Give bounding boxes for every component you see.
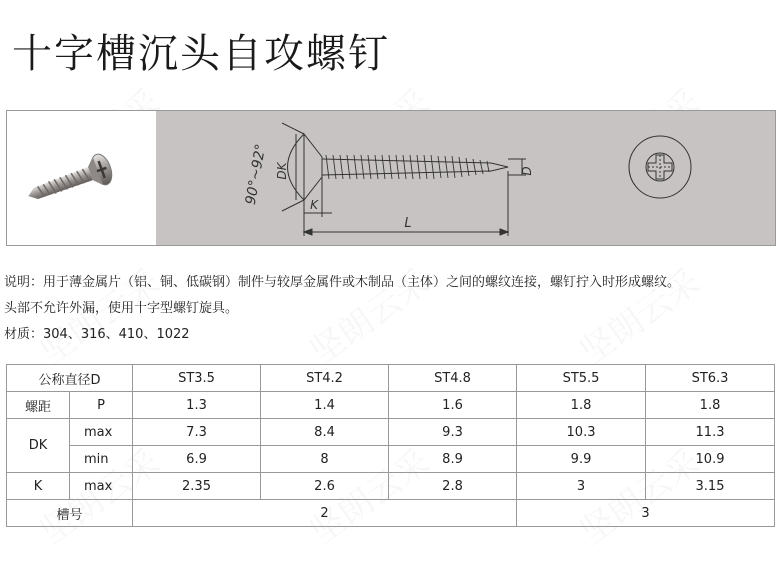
table-cell: 1.4 <box>261 392 389 419</box>
row-sub-label: min <box>70 446 133 473</box>
table-cell: 2.35 <box>133 473 261 500</box>
table-cell: 2.6 <box>261 473 389 500</box>
screw-photo-image <box>7 111 156 245</box>
table-cell: 8 <box>261 446 389 473</box>
k-label: K <box>310 198 318 212</box>
table-cell: 1.8 <box>646 392 775 419</box>
technical-drawing <box>156 111 775 245</box>
table-header-cell: ST4.8 <box>389 365 517 392</box>
d-label: D <box>520 166 534 176</box>
table-cell: 2.8 <box>389 473 517 500</box>
description <box>4 270 776 348</box>
table-row <box>7 446 775 473</box>
table-row <box>7 392 775 419</box>
screw-dimension-drawing <box>156 111 775 245</box>
table-cell: 8.4 <box>261 419 389 446</box>
description-line: 头部不允许外漏，使用十字型螺钉旋具。 <box>4 301 239 316</box>
table-cell: 10.9 <box>646 446 775 473</box>
table-cell: 1.8 <box>517 392 646 419</box>
table-cell: 3.15 <box>646 473 775 500</box>
row-sub-label: max <box>70 419 133 446</box>
table-header-cell: ST5.5 <box>517 365 646 392</box>
description-line: 说明：用于薄金属片（铝、铜、低碳钢）制件与较厚金属件或木制品（主体）之间的螺纹连接，螺钉拧入时形成螺纹。 <box>4 275 681 290</box>
table-cell: 6.9 <box>133 446 261 473</box>
material-line: 材质：304、316、410、1022 <box>4 327 190 342</box>
table-cell: 10.3 <box>517 419 646 446</box>
table-cell: 7.3 <box>133 419 261 446</box>
table-cell: 3 <box>517 500 775 527</box>
table-cell: 1.6 <box>389 392 517 419</box>
table-cell: 8.9 <box>389 446 517 473</box>
product-photo <box>7 111 156 245</box>
table-cell: 9.3 <box>389 419 517 446</box>
row-sub-label: max <box>70 473 133 500</box>
row-label: 螺距 <box>7 392 70 419</box>
row-label: DK <box>7 419 70 473</box>
table-cell: 1.3 <box>133 392 261 419</box>
table-header-cell: ST4.2 <box>261 365 389 392</box>
table-header-cell: ST6.3 <box>646 365 775 392</box>
row-sub-label: P <box>70 392 133 419</box>
row-label: K <box>7 473 70 500</box>
table-cell: 3 <box>517 473 646 500</box>
l-label: L <box>404 216 412 231</box>
spec-table <box>6 364 775 527</box>
table-cell: 9.9 <box>517 446 646 473</box>
dk-label: DK <box>275 162 289 180</box>
table-cell: 2 <box>133 500 517 527</box>
table-row <box>7 365 775 392</box>
table-row <box>7 473 775 500</box>
table-row <box>7 419 775 446</box>
angle-label: 90°~92° <box>242 142 270 206</box>
table-cell: 11.3 <box>646 419 775 446</box>
table-row <box>7 500 775 527</box>
product-figure <box>6 110 776 246</box>
table-header-cell: 公称直径D <box>7 365 133 392</box>
page-title: 十字槽沉头自攻螺钉 <box>12 31 390 77</box>
row-label: 槽号 <box>7 500 133 527</box>
table-header-cell: ST3.5 <box>133 365 261 392</box>
